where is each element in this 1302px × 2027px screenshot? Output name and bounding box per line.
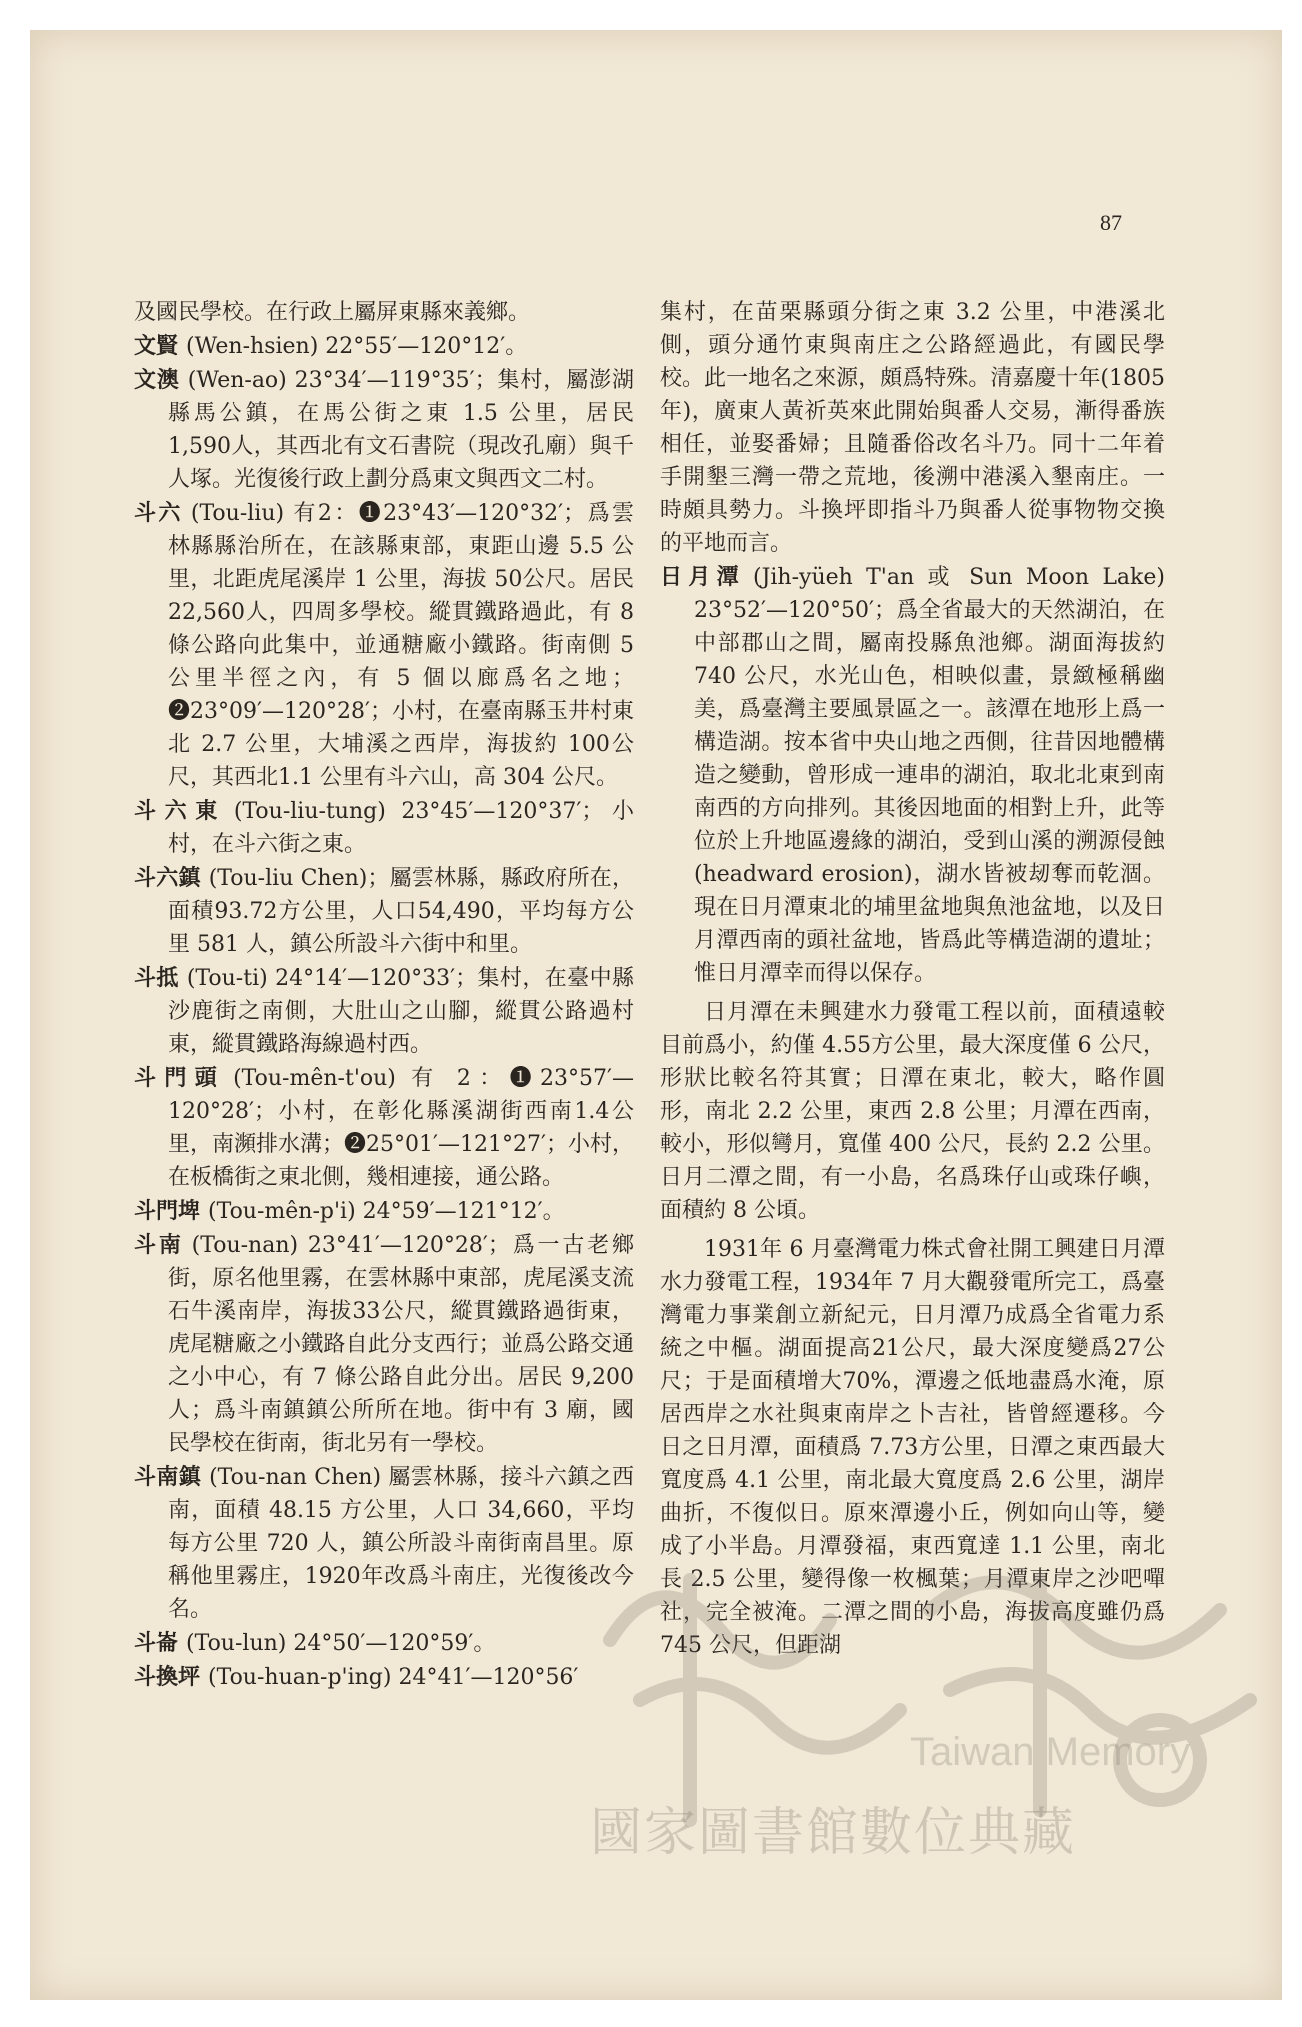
entry-text: (Tou-huan-p'ing) 24°41′—120°56′ [208, 1665, 579, 1690]
gazetteer-entry [134, 862, 634, 961]
gazetteer-entry [134, 1062, 634, 1194]
gazetteer-entry [134, 1627, 634, 1660]
entry-text: (Tou-lun) 24°50′—120°59′。 [186, 1631, 496, 1656]
gazetteer-entry [660, 561, 1165, 990]
gazetteer-entry [134, 497, 634, 794]
gazetteer-entry [134, 296, 634, 329]
entry-text: 日月潭在未興建水力發電工程以前，面積遠較目前爲小，約僅 4.55方公里，最大深度僅 6 公尺，形狀比較名符其實；日潭在東北，較大，略作圓形，南北 2.2 公里，東西 2.8 公里；月潭在西南，較小，形似彎月，寬僅 400 公尺，長約 2.2 公里。日月二潭之間，有一小島，名爲珠仔山或珠仔嶼，面積約 8 公頃。 [660, 1000, 1165, 1223]
entry-headword: 斗六鎮 [134, 866, 201, 891]
entry-headword: 斗崙 [134, 1631, 179, 1656]
entry-text: (Wen-ao) 23°34′—119°35′；集村，屬澎湖縣馬公鎮，在馬公街之東 1.5 公里，居民 1,590人，其西北有文石書院（現改孔廟）與千人塚。光復後行政上劃分爲東文與西文二村。 [168, 368, 634, 492]
paragraph [660, 996, 1165, 1227]
scanned-page [30, 30, 1282, 2000]
entry-headword: 斗門頭 [134, 1066, 226, 1091]
entry-text: (Tou-ti) 24°14′—120°33′；集村，在臺中縣沙鹿街之南側，大肚山之山腳，縱貫公路過村東，縱貫鐵路海線過村西。 [168, 966, 634, 1057]
paragraph [660, 1233, 1165, 1662]
page-number: 87 [1100, 210, 1122, 235]
entry-text: (Tou-liu) 有2：❶23°43′—120°32′；爲雲林縣縣治所在，在該縣東部，東距山邊 5.5 公里，北距虎尾溪岸 1 公里，海拔 50公尺。居民 22,560人，四周多學校。縱貫鐵路過此，有 8 條公路向此集中，並通糖廠小鐵路。街南側 5 公里半徑之內，有 5 個以廊爲名之地；❷23°09′—120°28′；小村，在臺南縣玉井村東北 2.7 公里，大埔溪之西岸，海拔約 100公尺，其西北1.1 公里有斗六山，高 304 公尺。 [168, 501, 634, 790]
entry-headword: 日月潭 [660, 565, 745, 590]
entry-text: (Jih-yüeh T'an 或 Sun Moon Lake) 23°52′—120°50′；爲全省最大的天然湖泊，在中部郡山之間，屬南投縣魚池鄉。湖面海拔約 740 公尺，水光山色，相映似畫，景緻極稱幽美，爲臺灣主要風景區之一。該潭在地形上爲一構造湖。按本省中央山地之西側，往昔因地體構造之變動，曾形成一連串的湖泊，取北北東到南南西的方向排列。其後因地面的相對上升，此等位於上升地區邊緣的湖泊，受到山溪的溯源侵蝕 (headward erosion)，湖水皆被刼奪而乾涸。現在日月潭東北的埔里盆地與魚池盆地，以及日月潭西南的頭社盆地，皆爲此等構造湖的遺址；惟日月潭幸而得以保存。 [694, 565, 1165, 986]
gazetteer-entry [134, 1195, 634, 1228]
entry-headword: 斗南 [134, 1233, 184, 1258]
entry-headword: 斗換坪 [134, 1665, 201, 1690]
entry-text: (Tou-mên-t'ou) 有 2：❶23°57′—120°28′；小村，在彰化縣溪湖街西南1.4公里，南瀕排水溝；❷25°01′—121°27′；小村，在板橋街之東北側，幾相連接，通公路。 [168, 1066, 634, 1190]
entry-headword: 斗南鎮 [134, 1465, 202, 1490]
entry-headword: 斗門埤 [134, 1199, 201, 1224]
left-column [134, 296, 634, 1695]
entry-text: (Tou-nan Chen) 屬雲林縣，接斗六鎮之西南，面積 48.15 方公里，人口 34,660，平均每方公里 720 人，鎮公所設斗南街南昌里。原稱他里霧庄，1920年改爲斗南庄，光復後改今名。 [168, 1465, 634, 1622]
entry-headword: 斗六 [134, 501, 183, 526]
entry-text: (Tou-liu-tung) 23°45′—120°37′；小村，在斗六街之東。 [168, 799, 634, 857]
right-column [660, 296, 1165, 1662]
entry-text: (Tou-nan) 23°41′—120°28′；爲一古老鄉街，原名他里霧，在雲林縣中東部，虎尾溪支流石牛溪南岸，海拔33公尺，縱貫鐵路過街東，虎尾糖廠之小鐵路自此分支西行；並爲公路交通之小中心，有 7 條公路自此分出。居民 9,200 人；爲斗南鎮鎮公所所在地。街中有 3 廟，國民學校在街南，街北另有一學校。 [168, 1233, 634, 1456]
entry-headword: 文賢 [134, 334, 179, 359]
entry-headword: 斗六東 [134, 799, 226, 824]
entry-text: 集村，在苗栗縣頭分街之東 3.2 公里，中港溪北側，頭分通竹東與南庄之公路經過此，有國民學校。此一地名之來源，頗爲特殊。清嘉慶十年(1805年)，廣東人黃祈英來此開始與番人交易，漸得番族相任，並娶番婦；且隨番俗改名斗乃。同十二年着手開墾三灣一帶之荒地，後溯中港溪入墾南庄。一時頗具勢力。斗換坪即指斗乃與番人從事物物交換的平地而言。 [660, 300, 1165, 556]
entry-text: (Tou-mên-p'i) 24°59′—121°12′。 [208, 1199, 565, 1224]
watermark-bottom-text: 國家圖書館數位典藏 [590, 1803, 1077, 1863]
gazetteer-entry [134, 330, 634, 363]
gazetteer-entry [134, 1229, 634, 1460]
gazetteer-entry [134, 1661, 634, 1694]
entry-headword: 文澳 [134, 368, 180, 393]
entry-text: 及國民學校。在行政上屬屏東縣來義鄉。 [134, 300, 531, 325]
watermark-latin-text: Taiwan Memory [910, 1730, 1191, 1774]
gazetteer-entry [134, 795, 634, 861]
entry-text: 1931年 6 月臺灣電力株式會社開工興建日月潭水力發電工程，1934年 7 月大觀發電所完工，爲臺灣電力事業創立新紀元，日月潭乃成爲全省電力系統之中樞。湖面提高21公尺，最大深度變爲27公尺；于是面積增大70%，潭邊之低地盡爲水淹，原居西岸之水社與東南岸之卜吉社，皆曾經遷移。今日之日月潭，面積爲 7.73方公里，日潭之東西最大寬度爲 4.1 公里，南北最大寬度爲 2.6 公里，湖岸曲折，不復似日。原來潭邊小丘，例如向山等，變成了小半島。月潭發福，東西寬達 1.1 公里，南北長 2.5 公里，變得像一枚楓葉；月潭東岸之沙吧嘽社，完全被淹。二潭之間的小島，海拔高度雖仍爲 745 公尺，但距湖 [660, 1237, 1165, 1658]
entry-text: (Wen-hsien) 22°55′—120°12′。 [186, 334, 528, 359]
gazetteer-entry [134, 1461, 634, 1626]
entry-headword: 斗抵 [134, 966, 179, 991]
gazetteer-entry [660, 296, 1165, 560]
entry-text: (Tou-liu Chen)；屬雲林縣，縣政府所在，面積93.72方公里，人口54,490，平均每方公里 581 人，鎮公所設斗六街中和里。 [168, 866, 634, 957]
gazetteer-entry [134, 364, 634, 496]
gazetteer-entry [134, 962, 634, 1061]
